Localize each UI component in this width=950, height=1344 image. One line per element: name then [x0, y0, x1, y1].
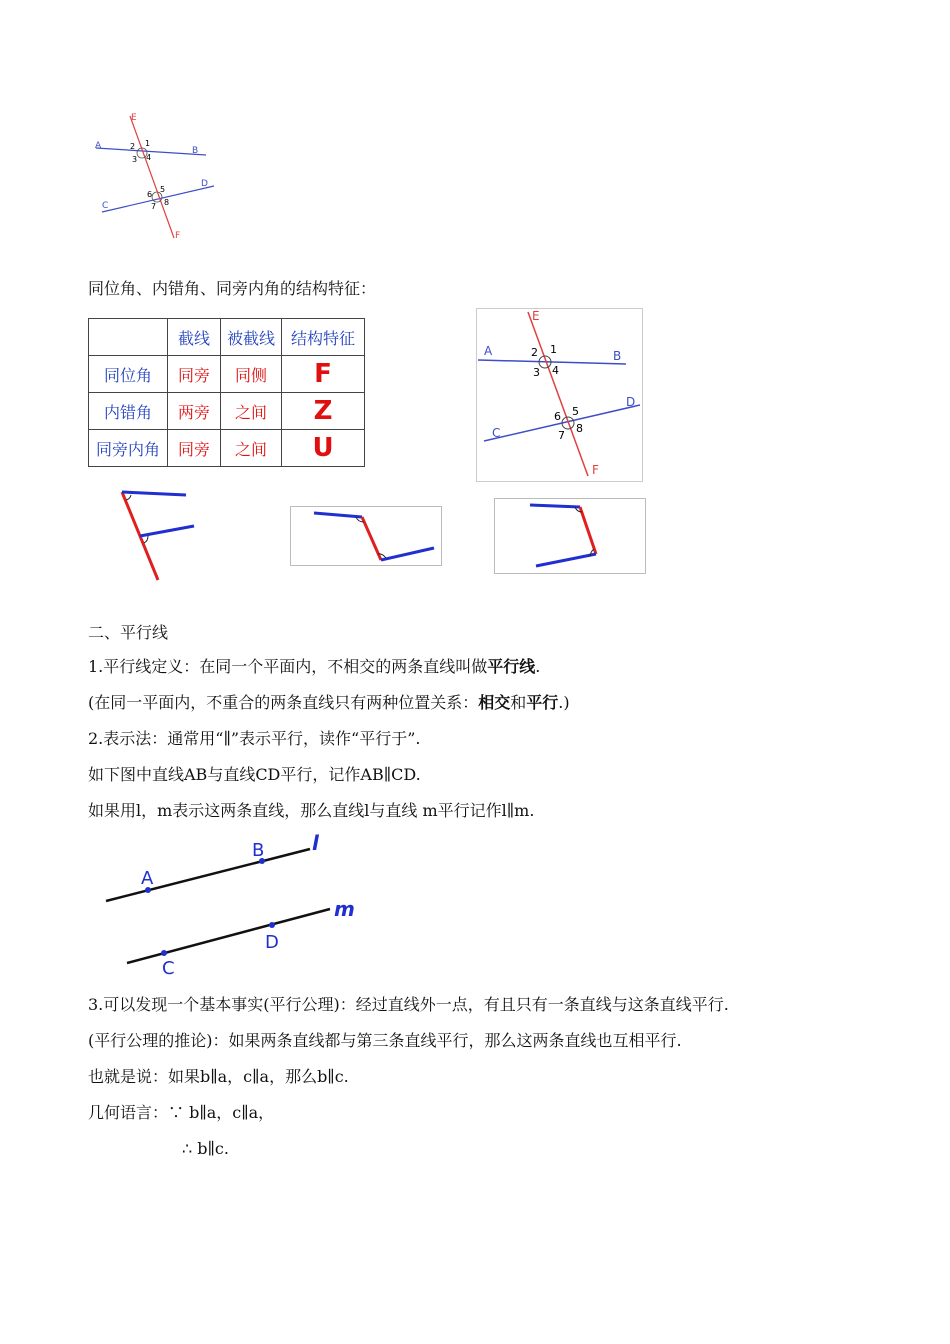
table-cell: 同旁内角: [89, 430, 168, 467]
label-a: A: [484, 344, 493, 358]
table-cell: 内错角: [89, 393, 168, 430]
note-suffix: .): [558, 693, 570, 712]
label-c: C: [102, 201, 109, 211]
table-cell: F: [282, 356, 365, 393]
table-cell: 同位角: [89, 356, 168, 393]
section-title: 二、平行线: [88, 623, 169, 642]
label-b: B: [192, 146, 199, 156]
example-paragraph-2: 如果用l，m表示这两条直线，那么直线l与直线 m平行记作l∥m.: [88, 801, 535, 820]
angle-label-8: 8: [576, 422, 583, 435]
table-header-cell: 截线: [168, 319, 221, 356]
table-row: [89, 393, 365, 430]
angle-label-5: 5: [160, 185, 166, 194]
angle-label-7: 7: [558, 429, 565, 442]
z-shape-figure: [290, 506, 442, 566]
table-cell: 之间: [221, 393, 282, 430]
label-d: D: [626, 395, 636, 409]
label-e: E: [532, 309, 540, 323]
corollary-paragraph: (平行公理的推论)：如果两条直线都与第三条直线平行，那么这两条直线也互相平行.: [88, 1031, 682, 1050]
example-paragraph-1: 如下图中直线AB与直线CD平行，记作AB∥CD.: [88, 765, 421, 784]
angle-label-8: 8: [164, 198, 170, 207]
intro-text: 同位角、内错角、同旁内角的结构特征：: [88, 279, 377, 298]
label-m: m: [334, 897, 355, 921]
label-a: A: [95, 141, 102, 151]
table-cell: U: [282, 430, 365, 467]
angle-label-4: 4: [146, 153, 152, 162]
u-shape-figure: [494, 498, 646, 574]
angle-label-7: 7: [151, 202, 157, 211]
line-ef: [130, 116, 174, 238]
angle-label-2: 2: [531, 346, 538, 359]
axiom-paragraph: 3.可以发现一个基本事实(平行公理)：经过直线外一点，有且只有一条直线与这条直线平行.: [88, 995, 729, 1014]
line-l: [106, 849, 310, 901]
definition-suffix: .: [535, 657, 541, 676]
angle-label-4: 4: [552, 364, 559, 377]
definition-term: 平行线: [487, 657, 536, 676]
point-c: [161, 950, 167, 956]
label-c: C: [492, 426, 501, 440]
f-shape-figure: [112, 488, 202, 584]
label-l: l: [312, 831, 319, 855]
line-m: [127, 909, 330, 963]
definition-paragraph: [88, 656, 540, 678]
table-cell: 两旁: [168, 393, 221, 430]
angle-label-2: 2: [130, 142, 136, 151]
transversal-figure-small: [88, 108, 223, 248]
table-header-row: [89, 319, 365, 356]
label-b: B: [252, 840, 265, 861]
table-cell: 同旁: [168, 430, 221, 467]
note-text: (在同一平面内，不重合的两条直线只有两种位置关系：: [88, 693, 479, 712]
transversal-figure-large: [476, 308, 643, 482]
definition-text: 1.平行线定义：在同一个平面内，不相交的两条直线叫做: [88, 657, 488, 676]
table-row: [89, 356, 365, 393]
label-e: E: [131, 113, 137, 123]
table-header-cell: 被截线: [221, 319, 282, 356]
note-paragraph: [88, 692, 570, 714]
label-f: F: [175, 231, 181, 241]
line-cd: [102, 186, 214, 212]
angle-label-3: 3: [533, 366, 540, 379]
that-is-paragraph: 也就是说：如果b∥a，c∥a，那么b∥c.: [88, 1067, 349, 1086]
angle-label-5: 5: [572, 405, 579, 418]
table-row: [89, 430, 365, 467]
note-conjunction: 和: [510, 693, 527, 712]
angle-label-6: 6: [554, 410, 561, 423]
angle-feature-table: [88, 318, 365, 467]
angle-label-1: 1: [145, 139, 151, 148]
line-ef: [528, 312, 588, 476]
notation-paragraph: 2.表示法：通常用“∥”表示平行，读作“平行于”.: [88, 729, 421, 748]
angle-label-3: 3: [132, 155, 138, 164]
label-d: D: [201, 179, 208, 189]
therefore-line: ∴ b∥c.: [182, 1139, 229, 1158]
table-header-cell: 结构特征: [282, 319, 365, 356]
table-cell: 同旁: [168, 356, 221, 393]
table-header-cell: [89, 319, 168, 356]
label-a: A: [141, 868, 154, 889]
geometry-language: 几何语言：∵ b∥a，c∥a，: [88, 1103, 275, 1122]
angle-label-6: 6: [147, 190, 153, 199]
label-f: F: [592, 463, 599, 477]
angle-label-1: 1: [550, 343, 557, 356]
table-cell: 同侧: [221, 356, 282, 393]
note-term-intersect: 相交: [478, 693, 511, 712]
label-b: B: [613, 349, 622, 363]
table-cell: Z: [282, 393, 365, 430]
parallel-lines-figure: [100, 828, 360, 978]
note-term-parallel: 平行: [526, 693, 559, 712]
point-d: [269, 922, 275, 928]
table-cell: 之间: [221, 430, 282, 467]
label-d: D: [265, 932, 279, 953]
label-c: C: [162, 958, 175, 978]
